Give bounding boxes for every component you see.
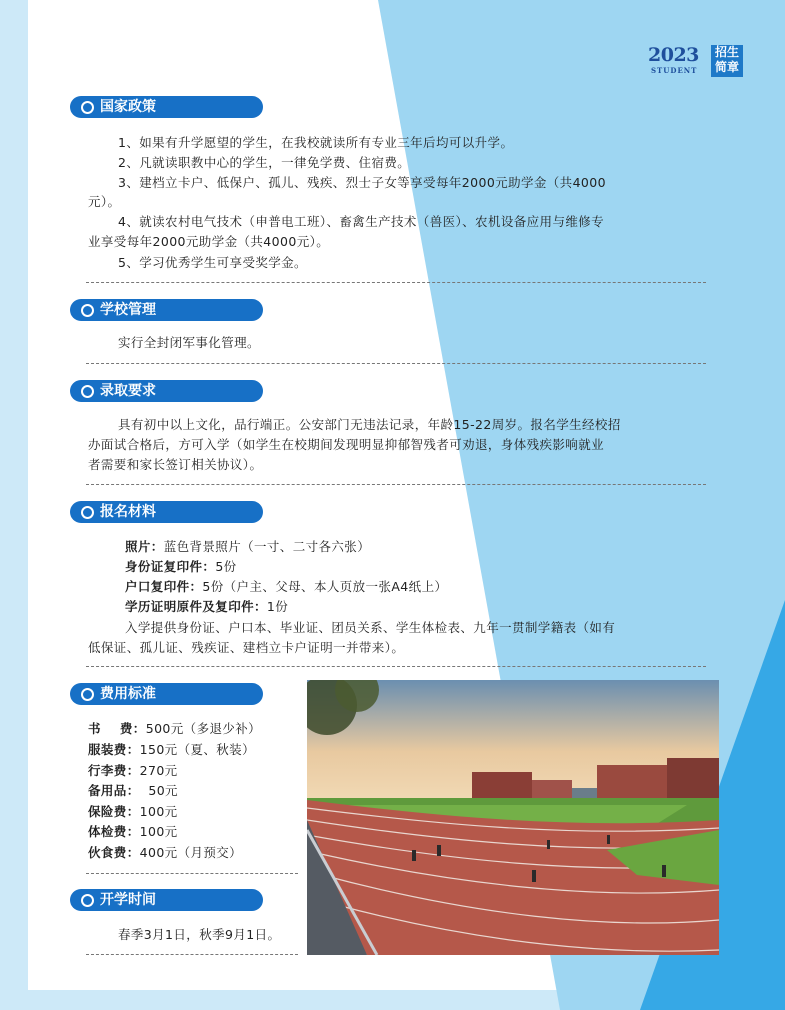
- admission-line: 具有初中以上文化，品行端正。公安部门无违法记录，年龄15-22周岁。报名学生经校招: [118, 417, 621, 432]
- campus-track-photo: [307, 680, 719, 955]
- fee-item: [88, 843, 242, 864]
- circle-icon: [81, 101, 94, 114]
- fee-item: [88, 719, 261, 740]
- material-note: 低保证、孤儿证、残疾证、建档立卡户证明一并带来）。: [88, 640, 405, 655]
- circle-icon: [81, 894, 94, 907]
- section-tag-policy: [70, 96, 263, 118]
- material-note: 入学提供身份证、户口本、毕业证、团员关系、学生体检表、九年一贯制学籍表（如有: [125, 620, 616, 635]
- brand-en: STUDENT: [651, 66, 698, 75]
- section-tag-management: [70, 299, 263, 321]
- material-label: 身份证复印件：: [125, 559, 216, 574]
- divider: [86, 363, 706, 364]
- fee-value: 400元（月预交）: [139, 845, 243, 860]
- section-title: 开学时间: [100, 892, 156, 908]
- fee-label: 体检费：: [88, 824, 140, 839]
- material-label: 户口复印件：: [125, 579, 203, 594]
- admission-line: 者需要和家长签订相关协议）。: [88, 457, 263, 472]
- brand-title: 招生简章: [711, 45, 743, 77]
- fee-value: 270元: [139, 763, 178, 778]
- section-title: 费用标准: [100, 686, 156, 702]
- brand-year: 2023: [648, 44, 699, 66]
- divider: [86, 954, 298, 955]
- section-tag-start: [70, 889, 263, 911]
- material-item: [125, 557, 685, 577]
- circle-icon: [81, 506, 94, 519]
- policy-item: 元）。: [88, 194, 121, 209]
- policy-item: 2、凡就读职教中心的学生，一律免学费、住宿费。: [118, 155, 411, 170]
- fee-value: 100元: [139, 804, 178, 819]
- fee-label: 备用品：: [88, 783, 140, 798]
- fee-label: 保险费：: [88, 804, 140, 819]
- start-text: 春季3月1日，秋季9月1日。: [118, 927, 281, 942]
- fee-item: [88, 740, 255, 761]
- divider: [86, 484, 706, 485]
- brand-logo: [648, 44, 748, 84]
- divider: [86, 873, 298, 874]
- circle-icon: [81, 304, 94, 317]
- policy-item: 5、学习优秀学生可享受奖学金。: [118, 255, 307, 270]
- fee-item: [88, 822, 178, 843]
- section-title: 国家政策: [100, 99, 156, 115]
- material-value: 5份（户主、父母、本人页放一张A4纸上）: [202, 579, 448, 594]
- policy-item: 业享受每年2000元助学金（共4000元）。: [88, 234, 330, 249]
- material-item: [125, 597, 685, 617]
- fee-label: 伙食费：: [88, 845, 140, 860]
- policy-item: 4、就读农村电气技术（申普电工班）、畜禽生产技术（兽医）、农机设备应用与维修专: [118, 214, 605, 229]
- circle-icon: [81, 385, 94, 398]
- material-item: [125, 577, 685, 597]
- section-tag-admission: [70, 380, 263, 402]
- fee-value: 500元（多退少补）: [145, 721, 262, 736]
- section-tag-materials: [70, 501, 263, 523]
- fee-item: [88, 761, 178, 782]
- material-label: 学历证明原件及复印件：: [125, 599, 267, 614]
- policy-item: 1、如果有升学愿望的学生，在我校就读所有专业三年后均可以升学。: [118, 135, 514, 150]
- fee-value: 100元: [139, 824, 178, 839]
- section-title: 录取要求: [100, 383, 156, 399]
- section-tag-fees: [70, 683, 263, 705]
- section-title: 报名材料: [100, 504, 156, 520]
- material-item: [125, 537, 685, 557]
- management-text: 实行全封闭军事化管理。: [118, 335, 260, 350]
- policy-item: 3、建档立卡户、低保户、孤儿、残疾、烈士子女等享受每年2000元助学金（共4000: [118, 175, 606, 190]
- admission-line: 办面试合格后，方可入学（如学生在校期间发现明显抑郁智残者可劝退，身体残疾影响就业: [88, 437, 605, 452]
- fee-label: 行李费：: [88, 763, 140, 778]
- divider: [86, 282, 706, 283]
- divider: [86, 666, 706, 667]
- fee-item: [88, 802, 178, 823]
- fee-value: 50元: [139, 783, 178, 798]
- material-value: 1份: [266, 599, 289, 614]
- fee-item: [88, 781, 178, 802]
- material-value: 蓝色背景照片（一寸、二寸各六张）: [163, 539, 371, 554]
- fee-value: 150元（夏、秋装）: [139, 742, 255, 757]
- section-title: 学校管理: [100, 302, 156, 318]
- fee-label: 服装费：: [88, 742, 140, 757]
- material-label: 照片：: [125, 539, 164, 554]
- material-value: 5份: [215, 559, 237, 574]
- fee-label: 书 费：: [88, 721, 146, 736]
- circle-icon: [81, 688, 94, 701]
